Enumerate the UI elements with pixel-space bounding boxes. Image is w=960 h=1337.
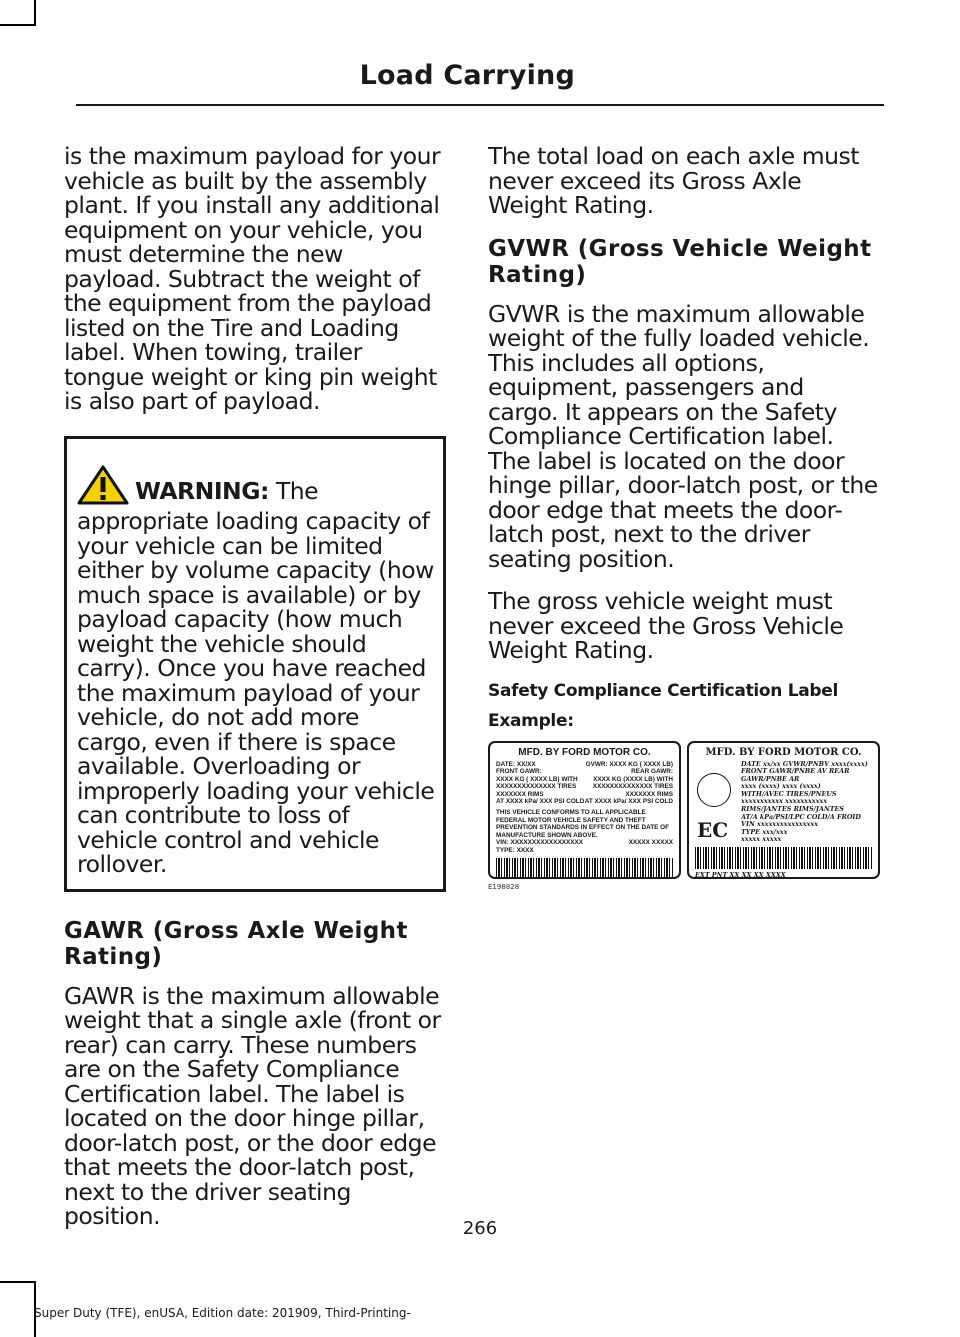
warning-paragraph xyxy=(77,465,435,877)
payload-paragraph: is the maximum payload for your vehicle as built by the assembly plant. If you install any additional equipment on your vehicle, you must determine the new payload. Subtract the weight of the equipment from the payload listed on the Tire and Loading label. When towing, trailer tongue weight or king pin weight is also part of payload. xyxy=(64,142,441,415)
label-rear-psi: AT XXXX kPa/ XXX PSI COLD xyxy=(584,798,673,806)
label2-ec-mark: EC xyxy=(697,817,729,842)
warning-text: The appropriate loading capacity of your vehicle can be limited either by volume capacity (how much space is available) or by payload capacity (how much weight the vehicle should carry). Once you have reached the maximum payload of your vehicle, do not add more cargo, even if there is space available. Overloading or improperly loading your vehicle can contribute to loss of vehicle control and vehicle rollover. xyxy=(77,476,435,878)
label2-line-6: RIMS/JANTES RIMS/JANTES xyxy=(741,805,845,814)
axle-paragraph: The total load on each axle must never exceed its Gross Axle Weight Rating. xyxy=(488,142,859,219)
gvwr-heading: GVWR (Gross Vehicle Weight Rating) xyxy=(488,235,872,288)
label2-line-4: WITH/AVEC TIRES/PNEUS xyxy=(741,789,837,798)
left-column xyxy=(64,144,446,1247)
label-front-rims: XXXXXXX RIMS xyxy=(496,790,544,798)
maple-leaf-seal-icon xyxy=(697,773,731,807)
warning-label: WARNING: xyxy=(135,476,269,505)
gvwr-paragraph: GVWR is the maximum allowable weight of the fully loaded vehicle. This includes all options, equipment, passengers and cargo. It appears on the Safety Compliance Certification label. The label is located on the door hinge pillar, door-latch post, or the door edge that meets the door-latch post, next to the driver seating position. xyxy=(488,299,878,573)
certification-labels xyxy=(488,741,880,879)
label-front-kg: XXXX KG ( XXXX LB) WITH xyxy=(496,775,578,783)
label2-line-2: FRONT GAWR/PNBE AV REAR GAWR/PNBE AR xyxy=(741,767,850,783)
footer-edition: Super Duty (TFE), enUSA, Edition date: 201909, Third-Printing- xyxy=(34,1306,411,1320)
label2-barcode xyxy=(695,847,872,869)
right-column xyxy=(488,144,880,891)
gawr-heading: GAWR (Gross Axle Weight Rating) xyxy=(64,917,408,970)
gawr-paragraph: GAWR is the maximum allowable weight that a single axle (front or rear) can carry. These numbers are on the Safety Compliance Certification label. The label is located on the door hinge pillar, door-latch post, or the door edge that meets the door-latch post, next to the driver seating position. xyxy=(64,981,441,1230)
label2-line-1: DATE xx/xx GVWR/PNBV xxxx(xxxx) xyxy=(741,759,868,768)
warning-box xyxy=(64,436,446,892)
label-type: TYPE: XXXX xyxy=(496,847,534,855)
label-rear-gawr: REAR GAWR: xyxy=(631,768,673,776)
label-caption: Safety Compliance Certification Label xyxy=(488,680,839,701)
label-conformity-text: THIS VEHICLE CONFORMS TO ALL APPLICABLE FEDERAL MOTOR VEHICLE SAFETY AND THEFT PREVENTION STANDARDS IN EFFECT ON THE DATE OF MANUFACTURE SHOWN ABOVE. xyxy=(496,809,670,839)
gross-weight-paragraph: The gross vehicle weight must never exceed the Gross Vehicle Weight Rating. xyxy=(488,587,844,664)
label2-ext-paint: EXT PNT XX XX XX XXXX xyxy=(695,871,786,879)
label-barcode xyxy=(496,858,673,879)
label-rear-tires: XXXXXXXXXXXXXX TIRES xyxy=(592,783,673,791)
page-title: Load Carrying xyxy=(359,60,575,91)
label-vin: VIN: XXXXXXXXXXXXXXXXX xyxy=(496,839,584,847)
label-rear-rims: XXXXXXX RIMS xyxy=(625,790,673,798)
crop-mark-top xyxy=(34,0,36,26)
label2-line-3: xxxx (xxxx) xxxx (xxxx) xyxy=(741,782,821,791)
label2-line-7: AT/A kPa/PSI/LPC COLD/A FROID xyxy=(741,812,861,821)
label-date: DATE: XX/XX xyxy=(496,760,536,768)
page-number: 266 xyxy=(462,1218,498,1239)
crop-mark-bottom-h xyxy=(0,1281,36,1283)
label2-manufacturer: MFD. BY FORD MOTOR CO. xyxy=(705,746,862,758)
label2-box: xxxxx xxxxx xyxy=(741,835,782,844)
certification-label-english xyxy=(488,741,681,879)
label-gvwr: GVWR: XXXX KG ( XXXX LB) xyxy=(585,760,673,768)
label-rear-kg: XXXX KG (XXXX LB) WITH xyxy=(593,775,673,783)
label-front-psi: AT XXXX kPa/ XXX PSI COLD xyxy=(496,798,585,806)
label-front-tires: XXXXXXXXXXXXXX TIRES xyxy=(496,783,577,791)
label-box: XXXXX XXXXX xyxy=(628,839,673,847)
warning-triangle-icon xyxy=(77,465,129,510)
header-rule xyxy=(76,104,884,106)
image-code: E198828 xyxy=(488,882,520,891)
label2-vin: VIN xxxxxxxxxxxxxxxx xyxy=(741,820,818,829)
label2-type: TYPE xxx/xxx xyxy=(741,827,788,836)
crop-mark-top-h xyxy=(0,24,36,26)
certification-label-bilingual xyxy=(687,741,880,879)
label-caption-example: Example: xyxy=(488,710,574,731)
label2-line-5: xxxxxxxxxxx xxxxxxxxxxx xyxy=(741,797,828,806)
label-front-gawr: FRONT GAWR: xyxy=(496,768,542,776)
label-manufacturer: MFD. BY FORD MOTOR CO. xyxy=(518,746,651,758)
